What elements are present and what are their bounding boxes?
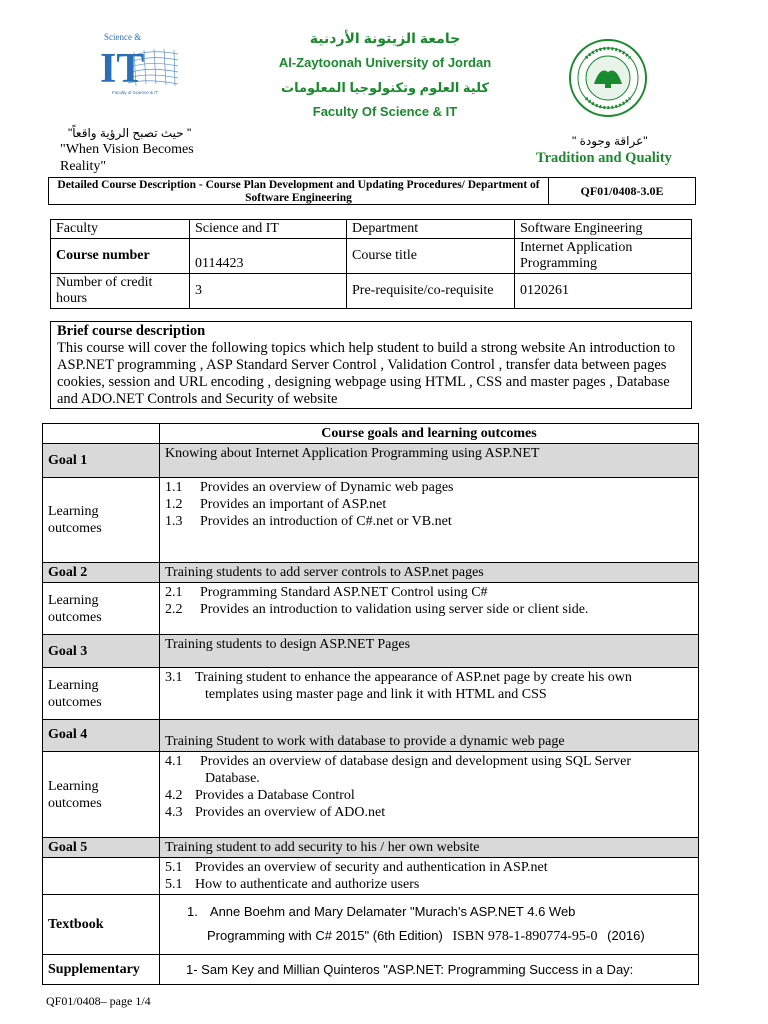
faculty-it-logo	[98, 30, 180, 100]
list-item: 5.1 How to authenticate and authorize users	[165, 877, 420, 892]
goal-5-text: Training student to add security to his / her own website	[160, 838, 699, 858]
goal-2-text: Training students to add server controls to ASP.net pages	[160, 563, 699, 583]
textbook-year: (2016)	[607, 928, 645, 943]
goal-2-label: Goal 2	[43, 563, 160, 583]
textbook-isbn: ISBN 978-1-890774-95-0	[452, 929, 598, 944]
arabic-motto-right: " عراقة وجودة"	[572, 134, 648, 148]
goal-3-outcomes	[160, 668, 699, 720]
textbook-label: Textbook	[43, 895, 160, 955]
page-footer: QF01/0408– page 1/4	[46, 994, 151, 1008]
list-item: 2.2 Provides an introduction to validation using server side or client side.	[165, 602, 589, 617]
brief-heading: Brief course description	[57, 323, 206, 339]
goal-1-outcomes	[160, 478, 699, 563]
supplementary-text: 1- Sam Key and Millian Quinteros "ASP.NET: Programming Success in a Day:	[160, 955, 699, 985]
motto-right: Tradition and Quality	[536, 150, 672, 166]
goal-1-label: Goal 1	[43, 444, 160, 478]
course-number-value: 0114423	[190, 239, 347, 274]
university-name: Al-Zaytoonah University of Jordan	[278, 55, 492, 70]
credit-hours-value: 3	[190, 274, 347, 309]
list-item: 3.1 Training student to enhance the appearance of ASP.net page by create his own	[165, 670, 632, 685]
textbook-line-1: Anne Boehm and Mary Delamater "Murach's ASP.NET 4.6 Web	[209, 904, 576, 919]
faculty-value: Science and IT	[190, 220, 347, 239]
arabic-faculty-name: كلية العلوم وتكنولوجيا المعلومات	[281, 80, 489, 95]
list-item: 2.1 Programming Standard ASP.NET Control using C#	[165, 585, 488, 600]
goals-heading: Course goals and learning outcomes	[160, 424, 699, 444]
goal-4-outcomes-label: Learning outcomes	[43, 752, 160, 838]
form-code: QF01/0408-3.0E	[580, 184, 664, 198]
goal-3-outcome-continued: templates using master page and link it with HTML and CSS	[205, 687, 547, 702]
list-item: 4.2 Provides a Database Control	[165, 788, 355, 803]
textbook-line-2: Programming with C# 2015" (6th Edition)	[207, 928, 443, 943]
goal-1-text: Knowing about Internet Application Programming using ASP.NET	[160, 444, 699, 478]
goal-2-outcomes-label: Learning outcomes	[43, 583, 160, 635]
form-title: Detailed Course Description - Course Plan Development and Updating Procedures/ Department of Software Engineering	[49, 178, 549, 204]
goal-4-outcomes	[160, 752, 699, 838]
list-item: 1.3 Provides an introduction of C#.net or VB.net	[165, 514, 452, 529]
faculty-label: Faculty	[51, 220, 190, 239]
motto-left: "When Vision Becomes Reality"	[60, 142, 194, 174]
list-item: 1.1 Provides an overview of Dynamic web pages	[165, 480, 454, 495]
list-item: 4.3 Provides an overview of ADO.net	[165, 805, 386, 820]
department-value: Software Engineering	[515, 220, 692, 239]
course-info-table	[50, 219, 692, 309]
goal-3-text: Training students to design ASP.NET Pages	[160, 635, 699, 668]
faculty-name: Faculty Of Science & IT	[312, 104, 458, 119]
course-title-value: Internet Application Programming	[515, 239, 692, 274]
brief-text: This course will cover the following topics which help student to build a strong website An introduction to ASP.NET programming , ASP Standard Server Control , Validation Control , transfer data between pages cookies, session and URL encoding , designing webpage using HTML , CSS and master pages , Database and ADO.NET Controls and Security of website	[57, 340, 676, 407]
list-item: 5.1 Provides an overview of security and authentication in ASP.net	[165, 860, 548, 875]
logo-text-big: IT	[100, 46, 145, 92]
course-number-label: Course number	[51, 239, 190, 274]
logo-text-top: Science &	[104, 32, 142, 42]
goal-3-outcomes-label: Learning outcomes	[43, 668, 160, 720]
credit-hours-label: Number of credit hours	[51, 274, 190, 309]
university-seal	[568, 38, 648, 118]
brief-description-box	[50, 321, 692, 409]
course-title-label: Course title	[347, 239, 515, 274]
prerequisite-label: Pre-requisite/co-requisite	[347, 274, 515, 309]
logo-text-small: Faculty of Science & IT	[112, 90, 159, 95]
arabic-university-name: جامعة الزيتونة الأردنية	[309, 30, 461, 46]
form-title-box	[48, 177, 696, 205]
arabic-motto-left: "حيث تصبح الرؤية واقعاً "	[68, 126, 192, 140]
prerequisite-value: 0120261	[515, 274, 692, 309]
department-label: Department	[347, 220, 515, 239]
list-item: 4.1 Provides an overview of database design and development using SQL Server	[165, 754, 632, 769]
goal-3-label: Goal 3	[43, 635, 160, 668]
supplementary-label: Supplementary	[43, 955, 160, 985]
goals-table	[42, 423, 699, 985]
goal-4-label: Goal 4	[43, 720, 160, 752]
goal-4-text: Training Student to work with database to provide a dynamic web page	[160, 720, 699, 752]
list-item: 1.2 Provides an important of ASP.net	[165, 497, 387, 512]
goal-5-label: Goal 5	[43, 838, 160, 858]
textbook-number: 1.	[187, 904, 198, 919]
goal-2-outcomes	[160, 583, 699, 635]
goal-5-outcomes	[160, 858, 699, 895]
goal-4-outcome-continued: Database.	[205, 771, 260, 786]
textbook-entry	[160, 895, 699, 955]
goal-1-outcomes-label: Learning outcomes	[43, 478, 160, 563]
